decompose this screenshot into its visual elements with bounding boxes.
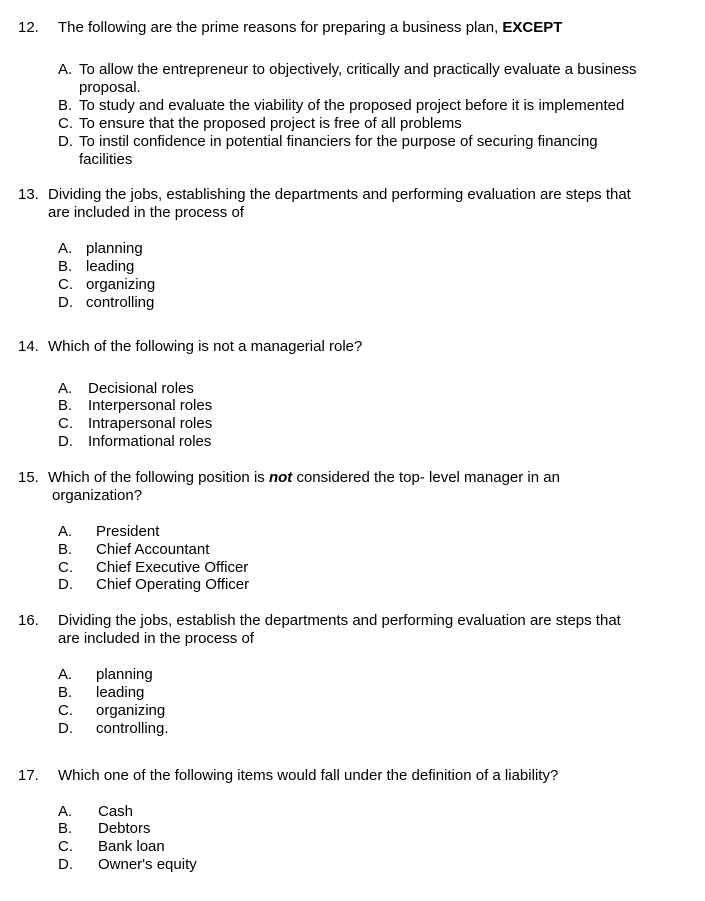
question-stem: Which one of the following items would fall under the definition of a liability? <box>58 767 559 784</box>
question-number: 12. <box>18 19 39 36</box>
question-stem-line-1: Dividing the jobs, establishing the departments and performing evaluation are steps that <box>48 186 631 203</box>
question-stem: Which of the following is not a managerial role? <box>48 338 363 355</box>
question-number: 15. <box>18 469 39 486</box>
question-number: 17. <box>18 767 39 784</box>
question-number: 14. <box>18 338 39 355</box>
question-number: 13. <box>18 186 39 203</box>
question-stem-line-2: are included in the process of <box>58 630 254 647</box>
question-stem-line-1: Dividing the jobs, establish the departments and performing evaluation are steps that <box>58 612 621 629</box>
question-stem-line-2: are included in the process of <box>48 204 244 221</box>
question-number: 16. <box>18 612 39 629</box>
question-stem-line-2: organization? <box>52 487 143 504</box>
question-stem: The following are the prime reasons for preparing a business plan, EXCEPT <box>58 19 563 36</box>
question-stem-line-1: Which of the following position is not considered the top- level manager in an <box>48 469 560 486</box>
